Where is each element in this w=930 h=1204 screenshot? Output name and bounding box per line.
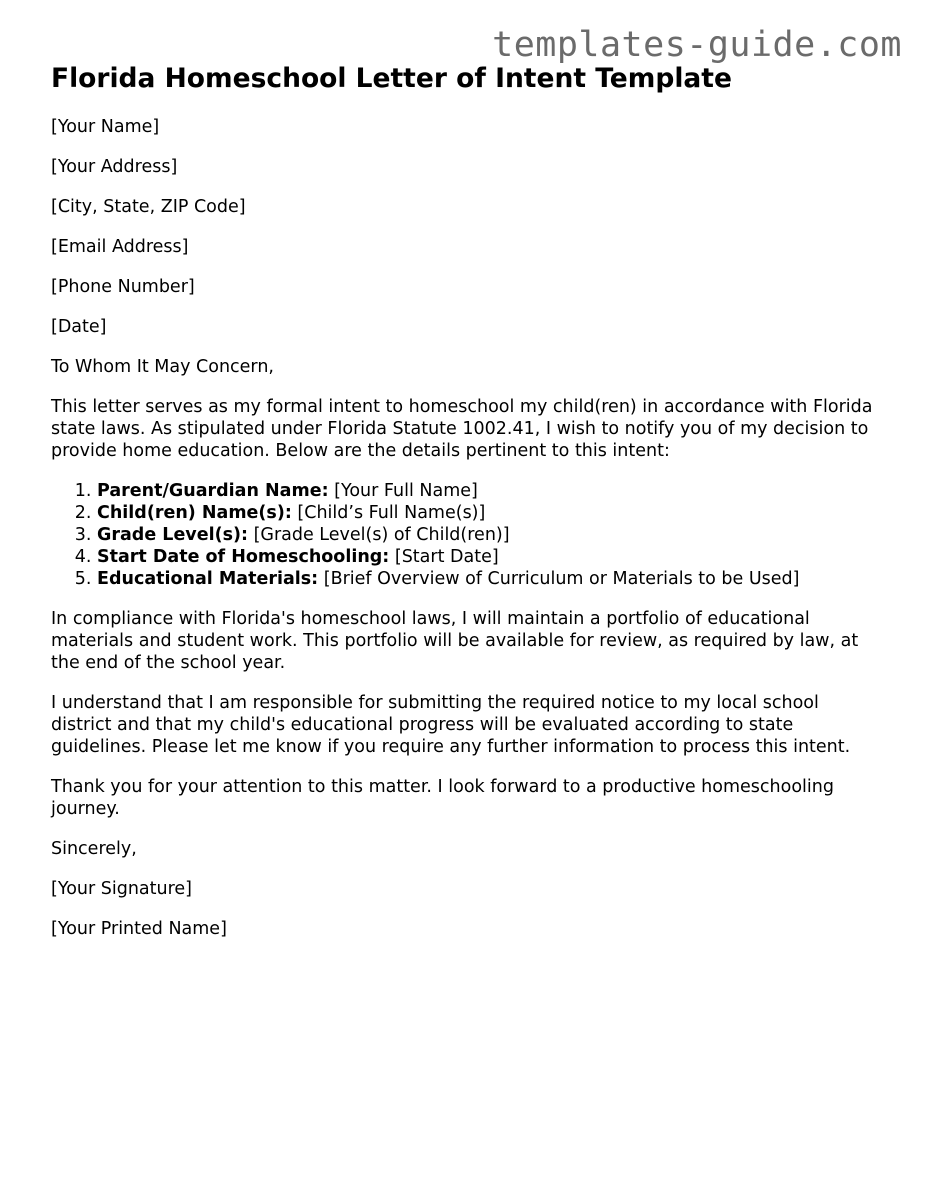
list-item <box>97 524 881 546</box>
page-title: Florida Homeschool Letter of Intent Template <box>51 63 732 94</box>
detail-label: Educational Materials: <box>97 569 319 590</box>
signature-line: [Your Signature] <box>51 879 192 900</box>
detail-label: Child(ren) Name(s): <box>97 503 292 524</box>
salutation: To Whom It May Concern, <box>51 357 274 378</box>
sender-city-line: [City, State, ZIP Code] <box>51 197 246 218</box>
sender-name-line: [Your Name] <box>51 117 160 138</box>
list-item <box>97 546 881 568</box>
sender-phone-line: [Phone Number] <box>51 277 195 298</box>
detail-value: [Start Date] <box>389 547 499 568</box>
list-item <box>97 480 881 502</box>
responsibility-paragraph: I understand that I am responsible for submitting the required notice to my local school district and that my child's educational progress will be evaluated according to state guidelines. Please let me know if you require any further information to process this intent. <box>51 693 851 758</box>
list-item <box>97 568 881 590</box>
detail-label: Grade Level(s): <box>97 525 248 546</box>
details-list <box>51 480 881 590</box>
list-item <box>97 502 881 524</box>
detail-label: Start Date of Homeschooling: <box>97 547 390 568</box>
closing: Sincerely, <box>51 839 137 860</box>
compliance-paragraph: In compliance with Florida's homeschool laws, I will maintain a portfolio of educational materials and student work. This portfolio will be available for review, as required by law, at the end of the school year. <box>51 609 859 674</box>
printed-name-line: [Your Printed Name] <box>51 919 227 940</box>
thanks-paragraph: Thank you for your attention to this matter. I look forward to a productive homeschooling journey. <box>51 777 834 820</box>
detail-value: [Child’s Full Name(s)] <box>291 503 486 524</box>
letter-document <box>51 62 881 958</box>
detail-value: [Grade Level(s) of Child(ren)] <box>248 525 510 546</box>
sender-address-line: [Your Address] <box>51 157 178 178</box>
watermark: templates-guide.com <box>492 25 902 65</box>
intro-paragraph: This letter serves as my formal intent to homeschool my child(ren) in accordance with Florida state laws. As stipulated under Florida Statute 1002.41, I wish to notify you of my decision to provide home education. Below are the details pertinent to this intent: <box>51 397 873 462</box>
detail-value: [Brief Overview of Curriculum or Materials to be Used] <box>318 569 800 590</box>
detail-label: Parent/Guardian Name: <box>97 481 329 502</box>
detail-value: [Your Full Name] <box>328 481 478 502</box>
date-line: [Date] <box>51 317 107 338</box>
sender-email-line: [Email Address] <box>51 237 189 258</box>
